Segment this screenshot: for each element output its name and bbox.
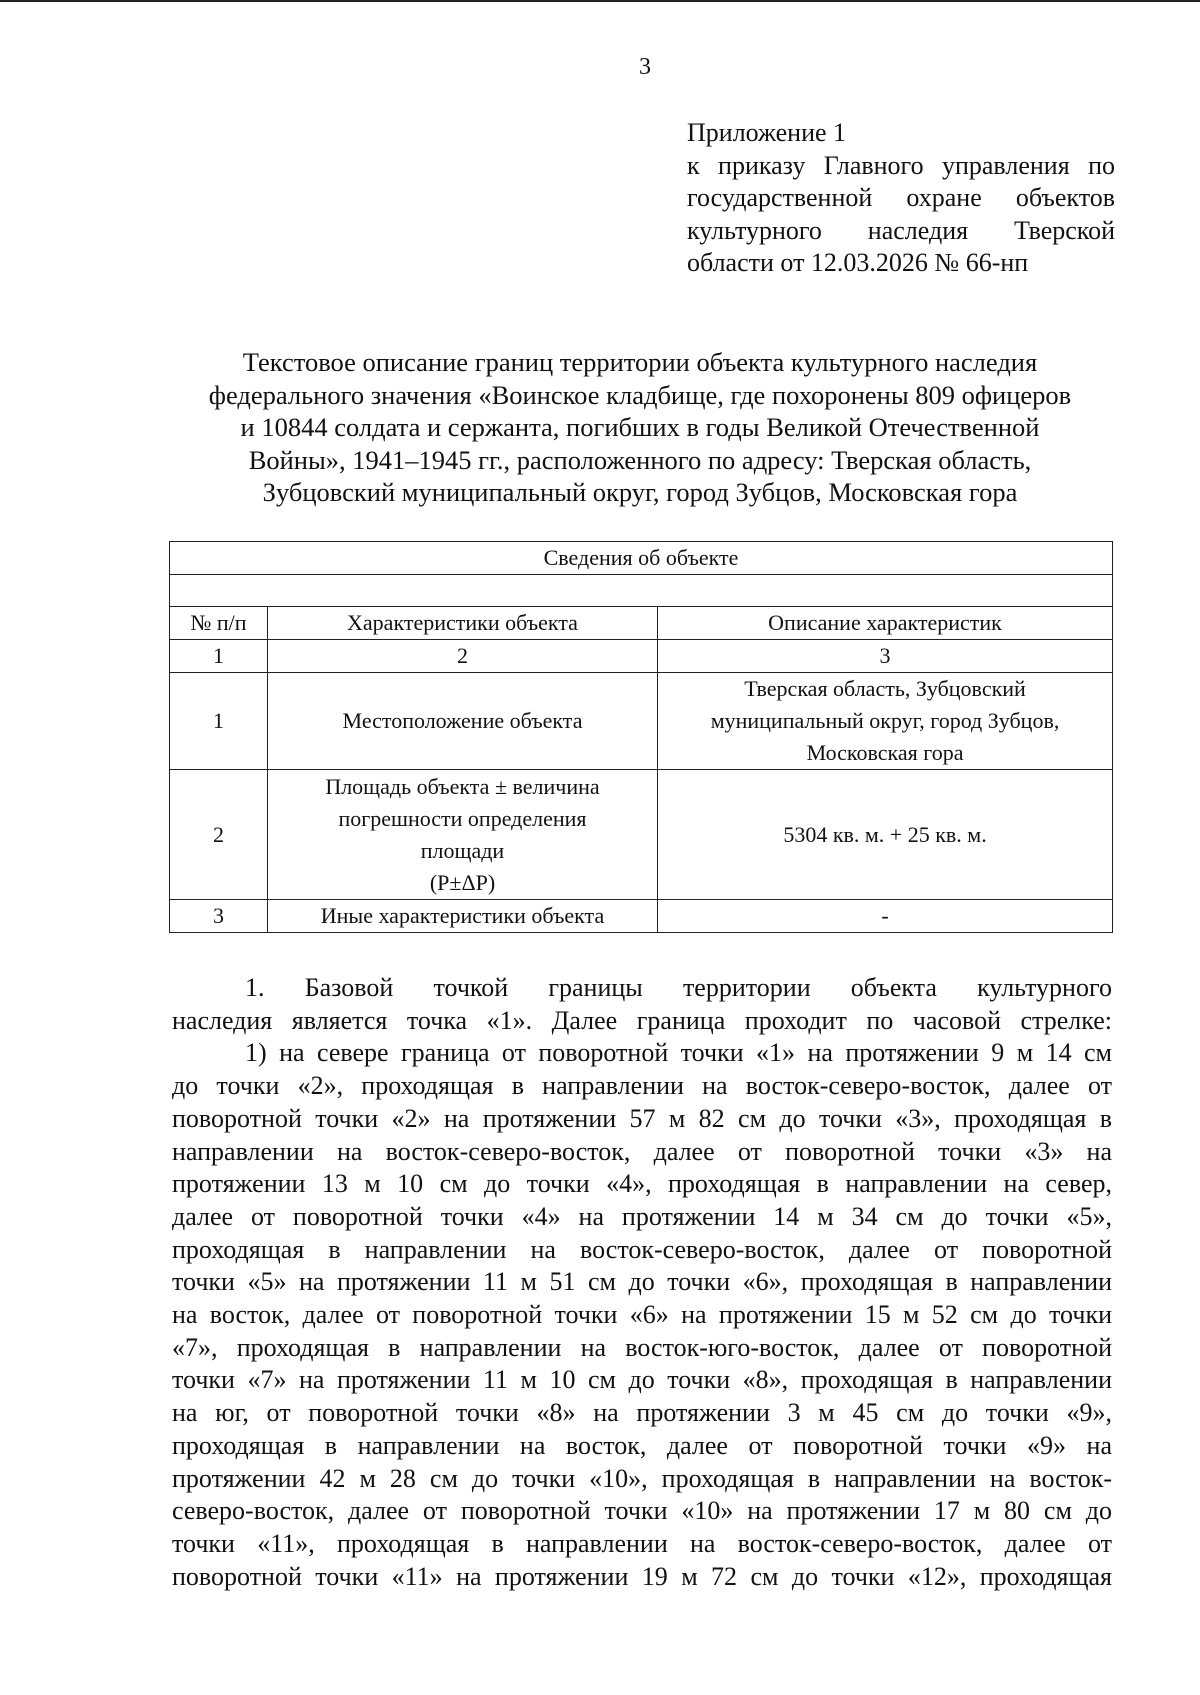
name-line: Площадь объекта ± величина xyxy=(325,773,600,799)
paragraph-line: направлении на восток-северо-восток, далее от поворотной точки «3» на xyxy=(172,1136,1112,1166)
paragraph-line: северо-восток, далее от поворотной точки «10» на протяжении 17 м 80 см до xyxy=(172,1496,1112,1526)
name-line: (P±ΔP) xyxy=(429,869,496,895)
row-number: 2 xyxy=(170,770,268,900)
header-cell-number: № п/п xyxy=(170,607,268,640)
object-info-table xyxy=(169,541,1113,933)
title-line: и 10844 солдата и сержанта, погибших в годы Великой Отечественной xyxy=(240,412,1040,442)
appendix-line: государственной охране объектов xyxy=(687,183,1115,212)
row-description: 5304 кв. м. + 25 кв. м. xyxy=(658,770,1113,900)
paragraph-line: далее от поворотной точки «4» на протяжении 14 м 34 см до точки «5», xyxy=(172,1201,1112,1231)
table-caption: Сведения об объекте xyxy=(170,542,1113,575)
paragraph-line: «7», проходящая в направлении на восток-юго-восток, далее от поворотной xyxy=(172,1332,1112,1362)
row-name: Местоположение объекта xyxy=(268,673,658,770)
title-line: Текстовое описание границ территории объекта культурного наследия xyxy=(242,347,1038,377)
paragraph-line: наследия является точка «1». Далее граница проходит по часовой стрелке: xyxy=(172,1005,1112,1035)
paragraph-line: проходящая в направлении на восток-северо-восток, далее от поворотной xyxy=(172,1234,1112,1264)
table-header-row xyxy=(170,607,1113,640)
table-row xyxy=(170,900,1113,933)
paragraph-line: точки «11», проходящая в направлении на восток-северо-восток, далее от xyxy=(172,1528,1112,1558)
appendix-line: культурного наследия Тверской xyxy=(687,215,1115,245)
appendix-line: к приказу Главного управления по xyxy=(687,150,1115,180)
document-title xyxy=(160,346,1120,509)
row-number: 1 xyxy=(170,673,268,770)
table-numbering-row xyxy=(170,640,1113,673)
table-row xyxy=(170,673,1113,770)
title-line: федерального значения «Воинское кладбище, где похоронены 809 офицеров xyxy=(208,379,1072,410)
paragraph-line: 1) на севере граница от поворотной точки «1» на протяжении 9 м 14 см xyxy=(245,1038,1112,1068)
table-empty-cell xyxy=(170,575,1113,607)
row-description xyxy=(658,673,1113,770)
page-number: 3 xyxy=(639,54,651,80)
paragraph-line: поворотной точки «11» на протяжении 19 м 72 см до точки «12», проходящая xyxy=(172,1561,1112,1591)
paragraph-line: протяжении 42 м 28 см до точки «10», проходящая в направлении на восток- xyxy=(172,1463,1112,1493)
numbering-cell: 1 xyxy=(170,640,268,673)
description-line: муниципальный округ, город Зубцов, xyxy=(710,708,1060,733)
title-line: Зубцовский муниципальный округ, город Зубцов, Московская гора xyxy=(262,477,1018,507)
row-number: 3 xyxy=(170,900,268,933)
paragraph-line: поворотной точки «2» на протяжении 57 м 82 см до точки «3», проходящая в xyxy=(172,1103,1112,1133)
table-caption-row xyxy=(170,542,1113,575)
paragraph-line: на юг, от поворотной точки «8» на протяжении 3 м 45 см до точки «9», xyxy=(172,1398,1112,1428)
description-line: Тверская область, Зубцовский xyxy=(744,676,1026,701)
table-empty-row xyxy=(170,575,1113,607)
name-line: погрешности определения xyxy=(338,805,587,831)
description-line: Московская гора xyxy=(806,740,964,765)
paragraph-line: протяжении 13 м 10 см до точки «4», проходящая в направлении на север, xyxy=(172,1169,1112,1199)
table-row xyxy=(170,770,1113,900)
numbering-cell: 2 xyxy=(268,640,658,673)
appendix-header xyxy=(687,117,1115,280)
body-text xyxy=(172,972,1112,1593)
paragraph-line: точки «7» на протяжении 11 м 10 см до точки «8», проходящая в направлении xyxy=(172,1365,1112,1395)
top-border-line xyxy=(0,0,1200,2)
header-cell-description: Описание характеристик xyxy=(658,607,1113,640)
appendix-line: области от 12.03.2026 № 66-нп xyxy=(687,248,1029,277)
title-line: Войны», 1941–1945 гг., расположенного по адресу: Тверская область, xyxy=(248,444,1032,475)
header-cell-characteristics: Характеристики объекта xyxy=(268,607,658,640)
row-name xyxy=(268,770,658,900)
numbering-cell: 3 xyxy=(658,640,1113,673)
appendix-line: Приложение 1 xyxy=(687,118,847,147)
paragraph-line: точки «5» на протяжении 11 м 51 см до точки «6», проходящая в направлении xyxy=(172,1267,1112,1297)
paragraph-line: проходящая в направлении на восток, далее от поворотной точки «9» на xyxy=(172,1430,1112,1460)
name-line: площади xyxy=(420,837,505,863)
paragraph-line: на восток, далее от поворотной точки «6» на протяжении 15 м 52 см до точки xyxy=(172,1300,1112,1330)
row-description: - xyxy=(658,900,1113,933)
paragraph-line: 1. Базовой точкой границы территории объекта культурного xyxy=(245,973,1112,1002)
row-name: Иные характеристики объекта xyxy=(268,900,658,933)
paragraph-line: до точки «2», проходящая в направлении на восток-северо-восток, далее от xyxy=(172,1071,1112,1101)
